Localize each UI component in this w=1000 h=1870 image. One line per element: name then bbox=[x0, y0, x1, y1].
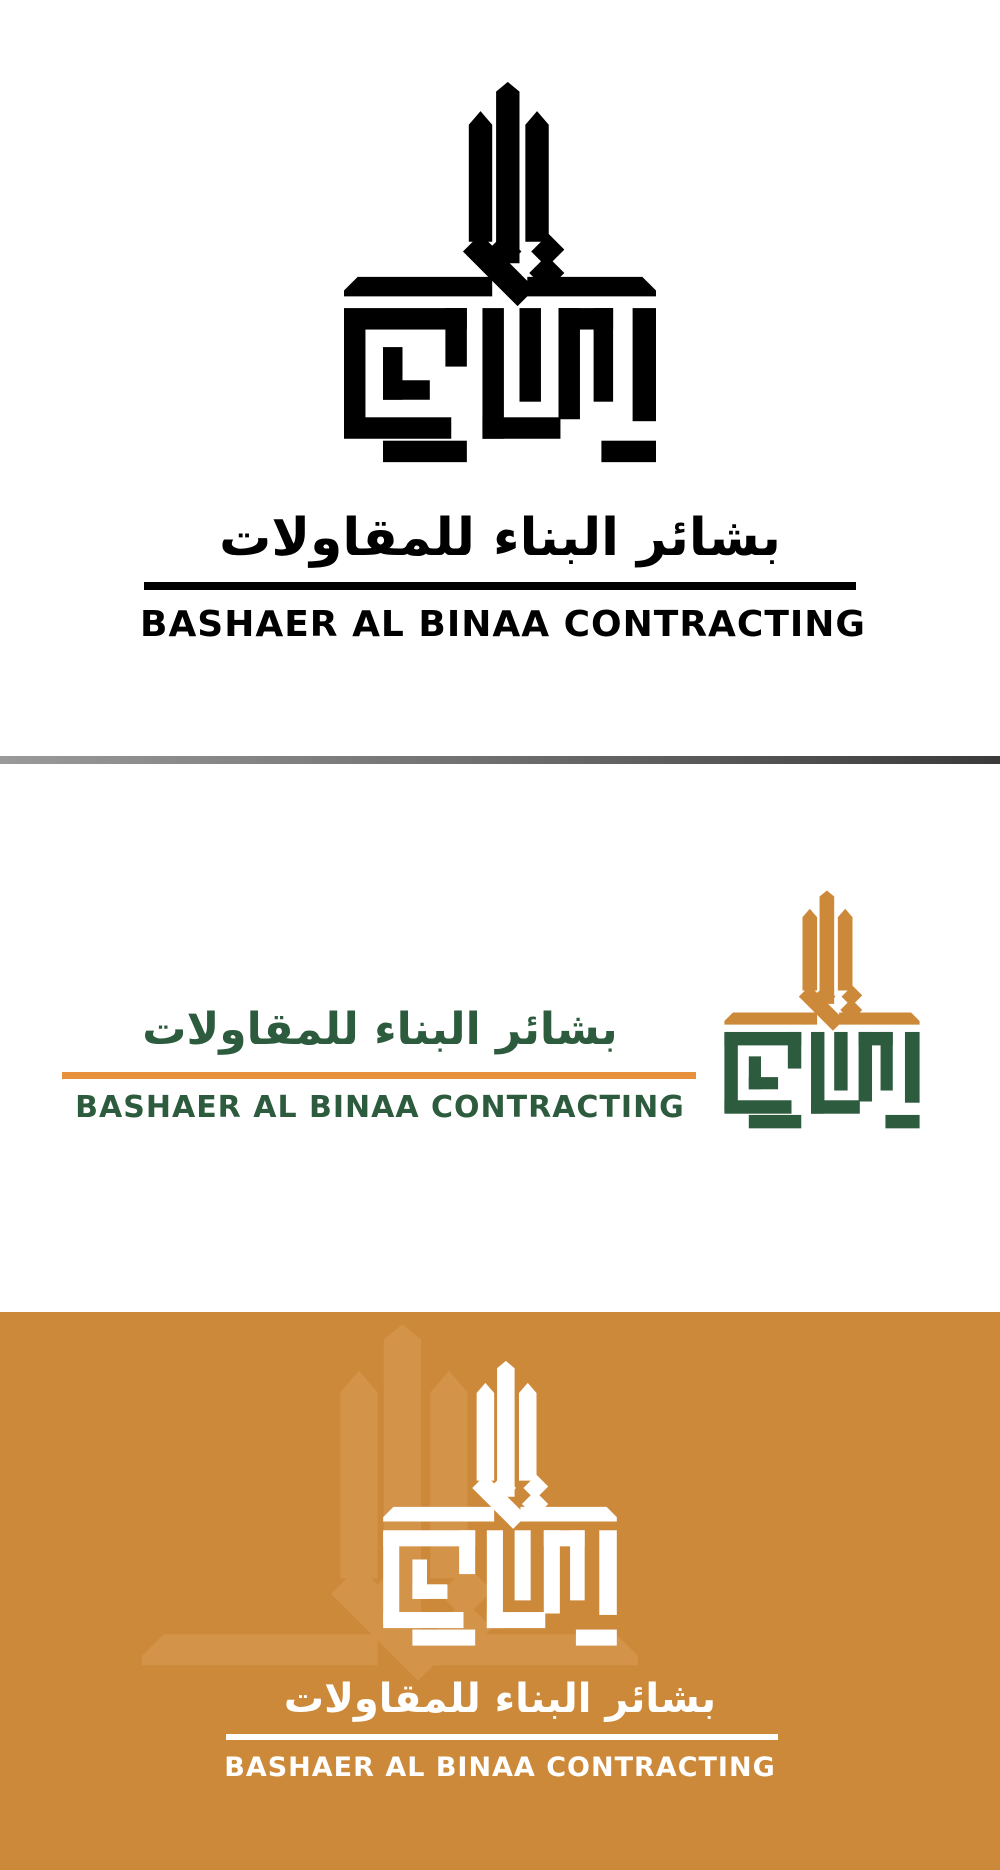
divider-rule bbox=[144, 582, 856, 590]
logo-panel-black bbox=[0, 0, 1000, 756]
section-divider bbox=[0, 756, 1000, 764]
english-company-name: BASHAER AL BINAA CONTRACTING bbox=[224, 1752, 776, 1783]
logo-panel-orange bbox=[0, 1312, 1000, 1870]
english-company-name: BASHAER AL BINAA CONTRACTING bbox=[75, 1090, 685, 1125]
arabic-company-name: بشائر البناء للمقاولات bbox=[142, 1004, 618, 1055]
logo-mark-black bbox=[340, 78, 660, 468]
divider-rule bbox=[226, 1734, 778, 1740]
logo-mark-white bbox=[380, 1358, 620, 1650]
divider-rule bbox=[62, 1072, 696, 1079]
logo-panel-color-horizontal bbox=[0, 764, 1000, 1312]
arabic-company-name: بشائر البناء للمقاولات bbox=[219, 508, 781, 568]
logo-mark-color bbox=[722, 888, 922, 1132]
arabic-company-name: بشائر البناء للمقاولات bbox=[283, 1676, 717, 1722]
english-company-name: BASHAER AL BINAA CONTRACTING bbox=[140, 604, 866, 645]
